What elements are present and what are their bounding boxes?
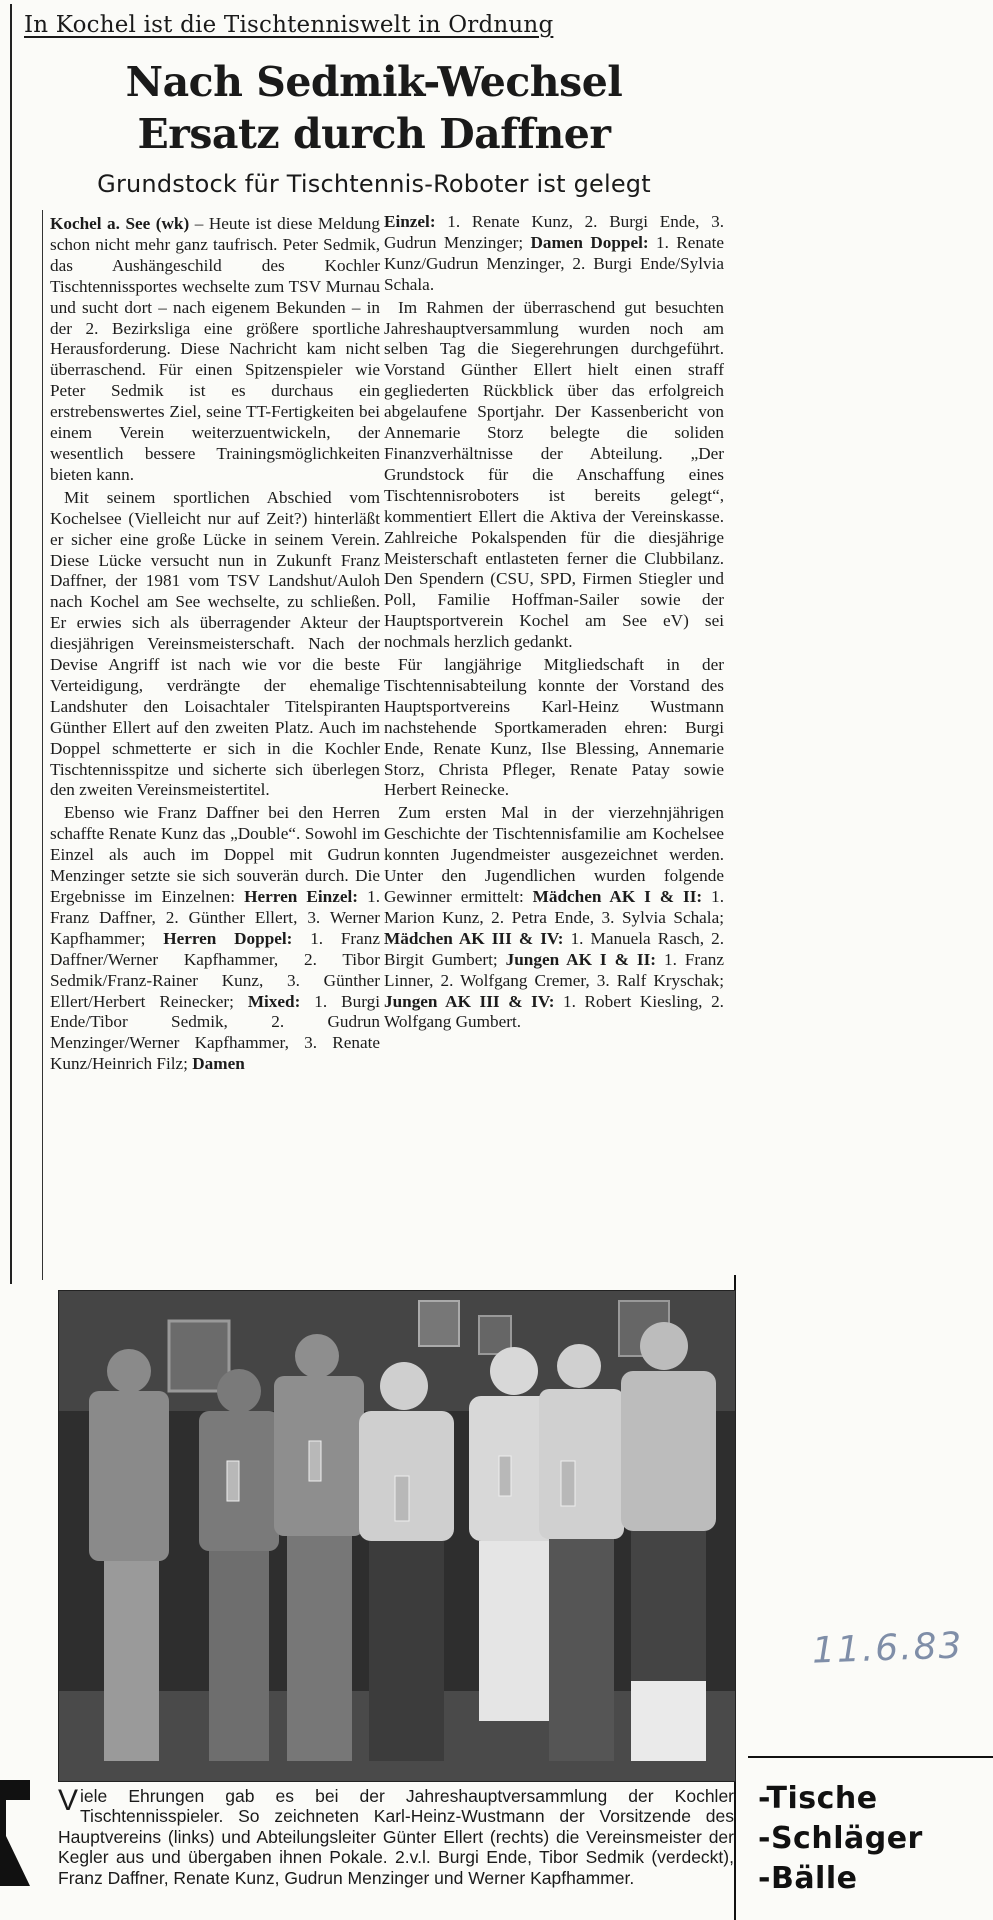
result-label-damen-doppel: Damen Doppel: (530, 232, 649, 252)
paragraph-2: Mit seinem sportlichen Abschied vom Kochelsee (Vielleicht nur auf Zeit?) hinterläßt er sicher eine große Lücke in seinem Verein. Diese Lücke versucht nun in Zukunft Franz Daffner, der 1981 vom TSV Landshut/Auloh nach Kochel am See wechselte, zu schließen. Er erwies sich als überragender Akteur der diesjährigen Vereinsmeisterschaft. Nach der Devise Angriff ist nach wie vor die beste Verteidigung, verdrängte der ehemalige Landshuter den Loisachtaler Titelspiranten Günther Ellert auf den zweiten Platz. Auch im Doppel schmetterte er sich in die Kochler Tischtennisspitze und sicherte sich überlegen den zweiten Vereinsmeistertitel. (50, 487, 380, 800)
paragraph-1 (50, 214, 380, 486)
article-column-1 (50, 214, 380, 1075)
result-herren-doppel: 1. Franz Daffner/Werner Kapfhammer, 2. Tibor Sedmik/Franz-Rainer Kunz, 3. Günther Ellert/Herbert Reinecker; (50, 928, 380, 1011)
article-column-2 (384, 212, 724, 1033)
ad-line-baelle: -Bälle (758, 1861, 858, 1896)
column-rule (42, 210, 43, 1280)
ad-line-schlaeger: -Schläger (758, 1821, 923, 1856)
result-jungen-1-2: 1. Franz Linner, 2. Wolfgang Cremer, 3. Ralf Kryschak; (384, 949, 725, 990)
team-photo (58, 1290, 736, 1782)
paragraph-ehrungen: Für langjährige Mitgliedschaft in der Tischtennisabteilung konnte der Vorstand des Hauptsportvereins Karl-Heinz Wustmann nachstehende Sportkameraden ehren: Burgi Ende, Renate Kunz, Ilse Blessing, Annemarie Storz, Christa Pfleger, Renate Patay sowie Herbert Reinecke. (384, 655, 724, 800)
paragraph-3 (50, 803, 380, 1075)
dateline: Kochel a. See (wk) (50, 214, 190, 233)
paragraph-1-text: – Heute ist diese Meldung schon nicht mehr ganz taufrisch. Peter Sedmik, das Aushängeschild des Kochler Tischtennissportes wechselte zum TSV Murnau und sucht dort – nach eigenem Bekunden – in der 2. Bezirksliga eine größere sportliche Herausforderung. Diese Nachricht kam nicht überraschend. Für einen Spitzenspieler wie Peter Sedmik ist es durchaus ein erstrebenswertes Ziel, seine TT-Fertigkeiten bei einem Verein weiterzuentwickeln, der wesentlich bessere Trainingsmöglichkeiten bieten kann. (50, 214, 380, 484)
ad-logo-fragment (0, 1776, 32, 1886)
result-label-damen-einzel: Einzel: (384, 212, 436, 231)
caption-text: iele Ehrungen gab es bei der Jahreshauptversammlung der Kochler Tischtennisspieler. So zeichneten Karl-Heinz-Wustmann der Vorsitzende des Hauptvereins (links) und Abteilungsleiter Günter Ellert (rechts) die Vereinsmeister der Kegler aus und übergaben ihnen Pokale. 2.v.l. Burgi Ende, Tibor Sedmik (verdeckt), Franz Daffner, Renate Kunz, Gudrun Menzinger und Werner Kapfhammer. (58, 1786, 734, 1888)
result-label-jungen-3-4: Jungen AK III & IV: (384, 991, 555, 1011)
photo-caption (58, 1786, 734, 1888)
caption-dropcap: V (58, 1784, 79, 1817)
result-label-herren-doppel: Herren Doppel: (163, 928, 293, 948)
paragraph-3-intro: Ebenso wie Franz Daffner bei den Herren schaffte Renate Kunz das „Double“. Sowohl im Einzel als auch im Doppel mit Gudrun Menzinger setzte sie sich souverän durch. Die Ergebnisse im Einzelnen: (50, 803, 380, 906)
result-jungen-3-4: 1. Robert Kiesling, 2. Wolfgang Gumbert. (384, 991, 724, 1032)
paragraph-results-damen (384, 212, 724, 296)
paragraph-jugend (384, 803, 724, 1033)
result-label-maedchen-1-2: Mädchen AK I & II: (532, 887, 703, 906)
headline-line-2: Ersatz durch Daffner (137, 110, 611, 158)
result-label-maedchen-3-4: Mädchen AK III & IV: (384, 928, 564, 948)
handwritten-date: 11.6.83 (811, 1625, 965, 1672)
result-maedchen-1-2: 1. Marion Kunz, 2. Petra Ende, 3. Sylvia Schala; (384, 887, 724, 927)
ad-top-rule (748, 1756, 993, 1758)
paragraph-jugend-intro: Zum ersten Mal in der vierzehnjährigen Geschichte der Tischtennisfamilie am Kochelsee konnten Jugendmeister ausgezeichnet werden. Unter den Jugendlichen wurden folgende Gewinner ermittelt: (384, 803, 724, 906)
result-maedchen-3-4: 1. Manuela Rasch, 2. Birgit Gumbert; (384, 928, 724, 969)
headline-line-1: Nach Sedmik-Wechsel (125, 58, 623, 106)
paragraph-jahreshauptversammlung: Im Rahmen der überraschend gut besuchten Jahreshauptversammlung wurden noch am selben Tag die Siegerehrungen durchgeführt. Vorstand Günther Ellert hielt einen straff gegliederten Rückblick über das erfolgreich abgelaufene Sportjahr. Der Kassenbericht von Annemarie Storz belegte die soliden Finanzverhältnisse der Abteilung. „Der Grundstock für die Anschaffung eines Tischtennisroboters ist bereits gelegt“, kommentiert Ellert die Aktiva der Vereinskasse. Zahlreiche Pokalspenden für die diesjährige Meisterschaft entlasteten ferner die Clubbilanz. Den Spendern (CSU, SPD, Firmen Stiegler und Poll, Familie Hoffman-Sailer sowie der Hauptsportverein Kochel am See eV) sei nochmals herzlich gedankt. (384, 297, 724, 652)
article-kicker: In Kochel ist die Tischtenniswelt in Ordnung (24, 12, 554, 38)
result-label-mixed: Mixed: (247, 991, 301, 1011)
result-mixed: 1. Burgi Ende/Tibor Sedmik, 2. Gudrun Menzinger/Werner Kapfhammer, 3. Renate Kunz/Heinrich Filz; (50, 991, 380, 1074)
article-headline (24, 56, 724, 160)
result-label-jungen-1-2: Jungen AK I & II: (505, 949, 657, 969)
team-photo-illustration (59, 1291, 735, 1781)
ad-line-tische: -Tische (758, 1781, 878, 1816)
result-label-herren-einzel: Herren Einzel: (244, 887, 358, 906)
result-damen-einzel: 1. Renate Kunz, 2. Burgi Ende, 3. Gudrun Menzinger; (384, 212, 724, 252)
result-label-damen: Damen (192, 1054, 245, 1074)
article-subheadline: Grundstock für Tischtennis-Roboter ist gelegt (97, 170, 651, 198)
left-margin-rule (10, 4, 12, 1284)
result-damen-doppel: 1. Renate Kunz/Gudrun Menzinger, 2. Burgi Ende/Sylvia Schala. (384, 232, 724, 294)
result-herren-einzel: 1. Franz Daffner, 2. Günther Ellert, 3. Werner Kapfhammer; (50, 887, 381, 948)
